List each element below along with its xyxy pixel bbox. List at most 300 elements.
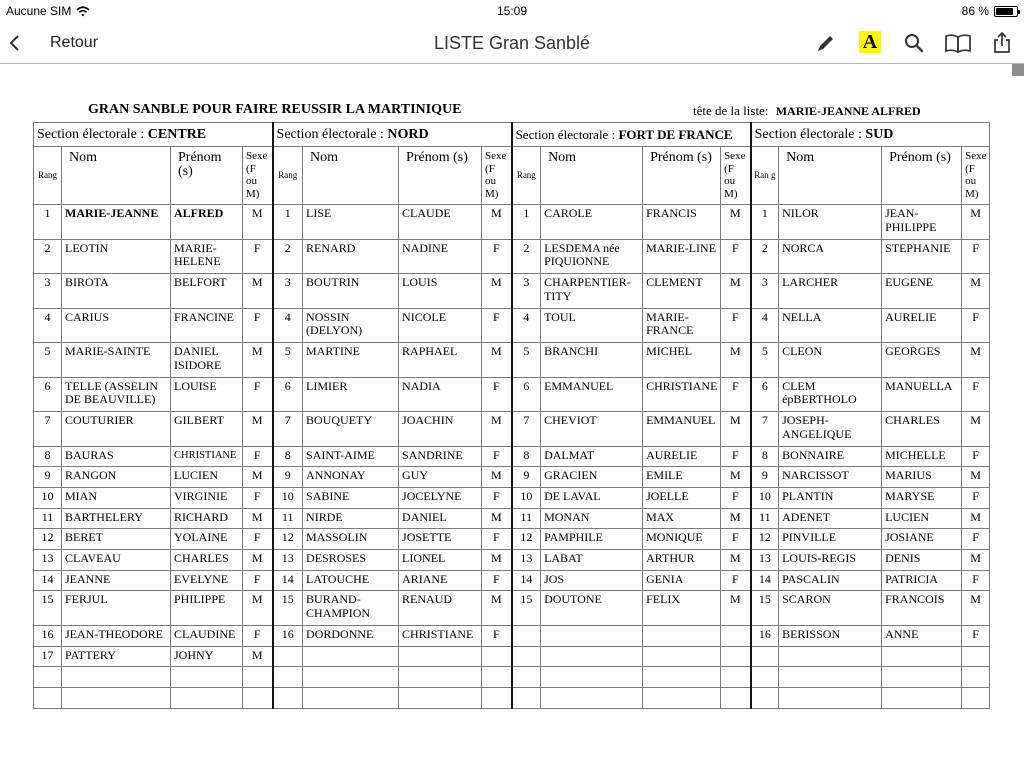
cell-sexe: M [721, 205, 751, 240]
cell-rang: 5 [34, 343, 62, 378]
cell-sexe: M [721, 467, 751, 488]
cell-nom: NORCA [779, 239, 882, 274]
cell-prenom: LUCIEN [171, 467, 243, 488]
cell-sexe: M [721, 591, 751, 626]
cell-prenom: EVELYNE [171, 570, 243, 591]
cell-prenom: MICHELLE [882, 446, 962, 467]
cell-rang: 2 [751, 239, 779, 274]
cell-rang: 4 [273, 308, 303, 343]
cell-rang: 12 [512, 529, 541, 550]
section-prefix: Section électorale : [37, 126, 148, 142]
cell-nom: MARIE-SAINTE [62, 343, 171, 378]
cell-sexe: F [243, 239, 273, 274]
cell-rang: 11 [512, 508, 541, 529]
table-row [34, 667, 990, 688]
cell-sexe: F [962, 570, 990, 591]
cell-sexe: M [243, 591, 273, 626]
cell-nom: NARCISSOT [779, 467, 882, 488]
list-head-label: tête de la liste: [693, 103, 769, 118]
cell-nom: BAURAS [62, 446, 171, 467]
status-bar [0, 0, 1024, 22]
table-row [34, 487, 990, 508]
rang-header: Rang [34, 147, 62, 205]
cell-rang: 2 [273, 239, 303, 274]
cell-nom: LISE [303, 205, 399, 240]
cell-rang: 3 [273, 274, 303, 309]
cell-rang: 7 [273, 412, 303, 447]
scrollbar[interactable] [1012, 64, 1024, 768]
cell-rang [273, 667, 303, 688]
cell-rang: 9 [751, 467, 779, 488]
table-row [34, 508, 990, 529]
cell-nom: DALMAT [541, 446, 643, 467]
chevron-left-icon [8, 33, 22, 53]
cell-nom [62, 667, 171, 688]
cell-rang [751, 667, 779, 688]
section-name: SUD [865, 126, 894, 142]
cell-sexe: F [243, 487, 273, 508]
cell-sexe: M [243, 508, 273, 529]
cell-prenom: MANUELLA [882, 377, 962, 412]
cell-prenom: NICOLE [399, 308, 482, 343]
sexe-header: Sexe (F ou M) [482, 147, 512, 205]
cell-nom [62, 687, 171, 708]
table-row [34, 467, 990, 488]
annotate-button[interactable] [813, 30, 839, 56]
cell-sexe: M [243, 205, 273, 240]
cell-prenom [882, 687, 962, 708]
cell-nom: DE LAVAL [541, 487, 643, 508]
cell-rang: 6 [34, 377, 62, 412]
cell-prenom: DANIEL ISIDORE [171, 343, 243, 378]
cell-prenom: MONIQUE [643, 529, 721, 550]
cell-sexe: F [482, 570, 512, 591]
cell-nom: MONAN [541, 508, 643, 529]
cell-sexe: F [243, 446, 273, 467]
cell-sexe: F [962, 377, 990, 412]
cell-rang: 6 [751, 377, 779, 412]
cell-sexe: F [721, 377, 751, 412]
cell-prenom: LOUISE [171, 377, 243, 412]
cell-prenom: FRANCOIS [882, 591, 962, 626]
cell-nom: JOSEPH-ANGELIQUE [779, 412, 882, 447]
table-row [34, 446, 990, 467]
cell-sexe: M [243, 549, 273, 570]
cell-sexe [721, 625, 751, 646]
cell-nom: RENARD [303, 239, 399, 274]
cell-sexe: M [962, 274, 990, 309]
cell-nom: MARTINE [303, 343, 399, 378]
cell-rang [34, 667, 62, 688]
cell-rang: 7 [751, 412, 779, 447]
cell-rang: 6 [512, 377, 541, 412]
cell-prenom: VIRGINIE [171, 487, 243, 508]
highlight-letter: A [862, 30, 878, 53]
cell-rang [751, 646, 779, 667]
cell-prenom: RICHARD [171, 508, 243, 529]
list-head [693, 103, 921, 119]
cell-rang: 1 [751, 205, 779, 240]
bookmarks-button[interactable] [943, 30, 973, 56]
table-row [34, 343, 990, 378]
battery-fill [996, 8, 1013, 15]
cell-nom: NILOR [779, 205, 882, 240]
cell-prenom: LIONEL [399, 549, 482, 570]
cell-nom: PINVILLE [779, 529, 882, 550]
cell-sexe: F [243, 529, 273, 550]
cell-nom: SCARON [779, 591, 882, 626]
cell-prenom: YOLAINE [171, 529, 243, 550]
cell-nom: LABAT [541, 549, 643, 570]
cell-prenom: CHARLES [171, 549, 243, 570]
prenom-header: Prénom (s) [882, 147, 962, 205]
cell-prenom: FELIX [643, 591, 721, 626]
cell-rang: 8 [512, 446, 541, 467]
cell-sexe: F [962, 308, 990, 343]
cell-nom: MIAN [62, 487, 171, 508]
rang-header: Rang [273, 147, 303, 205]
cell-rang: 11 [273, 508, 303, 529]
cell-prenom: ANNE [882, 625, 962, 646]
cell-nom: JEANNE [62, 570, 171, 591]
cell-sexe: F [962, 625, 990, 646]
cell-nom: LIMIER [303, 377, 399, 412]
cell-nom: CARIUS [62, 308, 171, 343]
cell-prenom: CLEMENT [643, 274, 721, 309]
cell-sexe [962, 667, 990, 688]
cell-rang: 4 [34, 308, 62, 343]
cell-prenom: GILBERT [171, 412, 243, 447]
pencil-icon [815, 32, 837, 54]
cell-sexe: M [962, 549, 990, 570]
cell-sexe [243, 687, 273, 708]
cell-prenom [643, 646, 721, 667]
cell-rang: 10 [751, 487, 779, 508]
cell-prenom: EMMANUEL [643, 412, 721, 447]
cell-sexe: M [962, 467, 990, 488]
cell-sexe: F [721, 239, 751, 274]
cell-sexe [482, 646, 512, 667]
section-prefix: Section électorale : [276, 126, 388, 142]
cell-sexe: F [721, 308, 751, 343]
cell-prenom [643, 667, 721, 688]
table-row [34, 377, 990, 412]
cell-nom [303, 667, 399, 688]
cell-nom [541, 687, 643, 708]
document-header [33, 96, 989, 122]
cell-rang [34, 687, 62, 708]
cell-rang: 9 [512, 467, 541, 488]
cell-rang: 10 [512, 487, 541, 508]
cell-rang: 5 [273, 343, 303, 378]
cell-prenom: LUCIEN [882, 508, 962, 529]
cell-rang: 16 [273, 625, 303, 646]
cell-rang: 1 [273, 205, 303, 240]
cell-nom: NOSSIN (DELYON) [303, 308, 399, 343]
cell-nom [779, 667, 882, 688]
cell-nom: GRACIEN [541, 467, 643, 488]
cell-prenom: CLAUDINE [171, 625, 243, 646]
cell-sexe: M [721, 343, 751, 378]
cell-rang: 13 [751, 549, 779, 570]
cell-prenom: MICHEL [643, 343, 721, 378]
cell-sexe [962, 687, 990, 708]
cell-prenom: CLAUDE [399, 205, 482, 240]
cell-nom: ADENET [779, 508, 882, 529]
cell-rang: 6 [273, 377, 303, 412]
cell-prenom: CHRISTIANE [171, 446, 243, 467]
cell-sexe [721, 646, 751, 667]
table-row [34, 308, 990, 343]
cell-sexe [721, 667, 751, 688]
cell-prenom: FRANCIS [643, 205, 721, 240]
cell-nom [303, 646, 399, 667]
cell-sexe: F [243, 625, 273, 646]
cell-prenom: JOACHIN [399, 412, 482, 447]
cell-nom: LEOTIN [62, 239, 171, 274]
cell-sexe: F [482, 625, 512, 646]
cell-nom: CHEVIOT [541, 412, 643, 447]
cell-sexe: M [962, 343, 990, 378]
cell-prenom: AURELIE [643, 446, 721, 467]
cell-rang: 11 [751, 508, 779, 529]
cell-prenom: JOSIANE [882, 529, 962, 550]
cell-nom: PAMPHILE [541, 529, 643, 550]
cell-nom: MARIE-JEANNE [62, 205, 171, 240]
cell-prenom: MARIUS [882, 467, 962, 488]
cell-sexe: M [243, 467, 273, 488]
cell-nom [541, 667, 643, 688]
highlight-button[interactable] [859, 31, 881, 53]
cell-sexe: M [962, 591, 990, 626]
prenom-header: Prénom (s) [171, 147, 243, 205]
cell-rang: 5 [512, 343, 541, 378]
cell-prenom: JEAN-PHILIPPE [882, 205, 962, 240]
cell-prenom: FRANCINE [171, 308, 243, 343]
battery-icon [994, 6, 1018, 17]
cell-rang: 7 [34, 412, 62, 447]
section-name: NORD [387, 126, 429, 142]
cell-sexe: M [482, 343, 512, 378]
cell-nom: CLEON [779, 343, 882, 378]
section-header [751, 123, 990, 147]
cell-nom [303, 687, 399, 708]
cell-sexe: M [482, 467, 512, 488]
table-row [34, 274, 990, 309]
cell-prenom [399, 646, 482, 667]
cell-rang [273, 646, 303, 667]
carrier-label: Aucune SIM [6, 4, 72, 18]
section-header [273, 123, 512, 147]
cell-nom: BOUQUETY [303, 412, 399, 447]
cell-nom: JOS [541, 570, 643, 591]
cell-nom: NELLA [779, 308, 882, 343]
cell-rang [512, 667, 541, 688]
navigation-bar [0, 22, 1024, 64]
cell-nom [541, 625, 643, 646]
cell-prenom: EMILE [643, 467, 721, 488]
cell-sexe: M [482, 412, 512, 447]
back-button[interactable] [8, 30, 98, 56]
cell-sexe: M [721, 412, 751, 447]
cell-sexe: M [482, 549, 512, 570]
cell-sexe: F [482, 446, 512, 467]
cell-sexe: F [482, 239, 512, 274]
cell-rang: 15 [34, 591, 62, 626]
cell-rang: 2 [512, 239, 541, 274]
rang-header: Ran g [751, 147, 779, 205]
cell-nom: PATTERY [62, 646, 171, 667]
cell-sexe [482, 687, 512, 708]
share-button[interactable] [989, 30, 1015, 56]
cell-nom: DOUTONE [541, 591, 643, 626]
cell-prenom: LOUIS [399, 274, 482, 309]
cell-nom: BRANCHI [541, 343, 643, 378]
cell-prenom [399, 687, 482, 708]
cell-rang: 12 [34, 529, 62, 550]
cell-rang: 15 [273, 591, 303, 626]
cell-sexe: M [482, 274, 512, 309]
cell-prenom: CHARLES [882, 412, 962, 447]
cell-prenom: AURELIE [882, 308, 962, 343]
cell-rang: 8 [273, 446, 303, 467]
cell-rang: 13 [34, 549, 62, 570]
cell-prenom: BELFORT [171, 274, 243, 309]
cell-nom: CAROLE [541, 205, 643, 240]
cell-nom: EMMANUEL [541, 377, 643, 412]
cell-rang: 17 [34, 646, 62, 667]
cell-rang [512, 646, 541, 667]
cell-nom [541, 646, 643, 667]
cell-rang: 14 [512, 570, 541, 591]
cell-rang: 14 [273, 570, 303, 591]
cell-rang: 14 [34, 570, 62, 591]
table-row [34, 412, 990, 447]
table-row [34, 625, 990, 646]
share-icon [991, 31, 1013, 55]
section-prefix: Section électorale : [515, 126, 619, 142]
cell-nom [779, 687, 882, 708]
cell-sexe: M [962, 205, 990, 240]
table-row [34, 529, 990, 550]
cell-rang: 3 [34, 274, 62, 309]
cell-nom: LARCHER [779, 274, 882, 309]
cell-prenom: CHRISTIANE [399, 625, 482, 646]
cell-sexe [482, 667, 512, 688]
nom-header: Nom [303, 147, 399, 205]
cell-prenom [171, 687, 243, 708]
cell-sexe: M [721, 508, 751, 529]
cell-rang: 16 [751, 625, 779, 646]
cell-prenom: MARIE-HELENE [171, 239, 243, 274]
cell-prenom [882, 646, 962, 667]
cell-sexe [962, 646, 990, 667]
cell-nom: CLAVEAU [62, 549, 171, 570]
list-head-value: MARIE-JEANNE ALFRED [775, 104, 921, 118]
cell-sexe: M [482, 508, 512, 529]
cell-prenom: CHRISTIANE [643, 377, 721, 412]
cell-prenom: ARTHUR [643, 549, 721, 570]
cell-prenom: RAPHAEL [399, 343, 482, 378]
cell-rang: 13 [512, 549, 541, 570]
table-row [34, 646, 990, 667]
cell-prenom [882, 667, 962, 688]
nom-header: Nom [779, 147, 882, 205]
cell-prenom: NADINE [399, 239, 482, 274]
cell-nom: ANNONAY [303, 467, 399, 488]
cell-nom: COUTURIER [62, 412, 171, 447]
battery-area [962, 4, 1018, 18]
cell-nom: BARTHELERY [62, 508, 171, 529]
cell-sexe: F [482, 487, 512, 508]
cell-prenom [643, 687, 721, 708]
cell-sexe: M [962, 508, 990, 529]
cell-nom: BONNAIRE [779, 446, 882, 467]
cell-sexe: M [243, 412, 273, 447]
cell-rang: 3 [512, 274, 541, 309]
cell-prenom [643, 625, 721, 646]
cell-nom: BIROTA [62, 274, 171, 309]
scrollbar-thumb[interactable] [1012, 64, 1024, 76]
cell-nom: BURAND-CHAMPION [303, 591, 399, 626]
cell-nom: SAINT-AIME [303, 446, 399, 467]
cell-sexe [243, 667, 273, 688]
cell-prenom: PHILIPPE [171, 591, 243, 626]
cell-rang [273, 687, 303, 708]
cell-nom: TOUL [541, 308, 643, 343]
sexe-header: Sexe (F ou M) [243, 147, 273, 205]
cell-prenom: DANIEL [399, 508, 482, 529]
cell-prenom: JOCELYNE [399, 487, 482, 508]
cell-prenom [399, 667, 482, 688]
cell-rang: 16 [34, 625, 62, 646]
cell-sexe: M [243, 343, 273, 378]
cell-prenom: JOELLE [643, 487, 721, 508]
section-name: CENTRE [147, 126, 207, 142]
cell-rang [512, 687, 541, 708]
cell-nom: BERET [62, 529, 171, 550]
cell-nom: FERJUL [62, 591, 171, 626]
cell-rang: 12 [273, 529, 303, 550]
cell-sexe: F [243, 377, 273, 412]
cell-sexe: F [243, 308, 273, 343]
table-body [34, 205, 990, 709]
cell-nom: CLEM épBERTHOLO [779, 377, 882, 412]
cell-rang: 7 [512, 412, 541, 447]
cell-sexe: M [482, 591, 512, 626]
cell-prenom: GUY [399, 467, 482, 488]
cell-sexe: F [482, 529, 512, 550]
section-prefix: Section électorale : [754, 126, 866, 142]
cell-nom: SABINE [303, 487, 399, 508]
cell-nom: LATOUCHE [303, 570, 399, 591]
cell-rang: 3 [751, 274, 779, 309]
cell-rang: 10 [273, 487, 303, 508]
section-row [34, 123, 990, 147]
cell-nom: CHARPENTIER-TITY [541, 274, 643, 309]
cell-prenom [171, 667, 243, 688]
cell-prenom: JOHNY [171, 646, 243, 667]
search-button[interactable] [901, 30, 927, 56]
section-name: FORT DE FRANCE [618, 126, 733, 142]
cell-sexe: F [721, 570, 751, 591]
cell-prenom: SANDRINE [399, 446, 482, 467]
cell-sexe: M [243, 274, 273, 309]
prenom-header: Prénom (s) [399, 147, 482, 205]
cell-nom: NIRDE [303, 508, 399, 529]
cell-rang: 9 [273, 467, 303, 488]
cell-nom: DESROSES [303, 549, 399, 570]
